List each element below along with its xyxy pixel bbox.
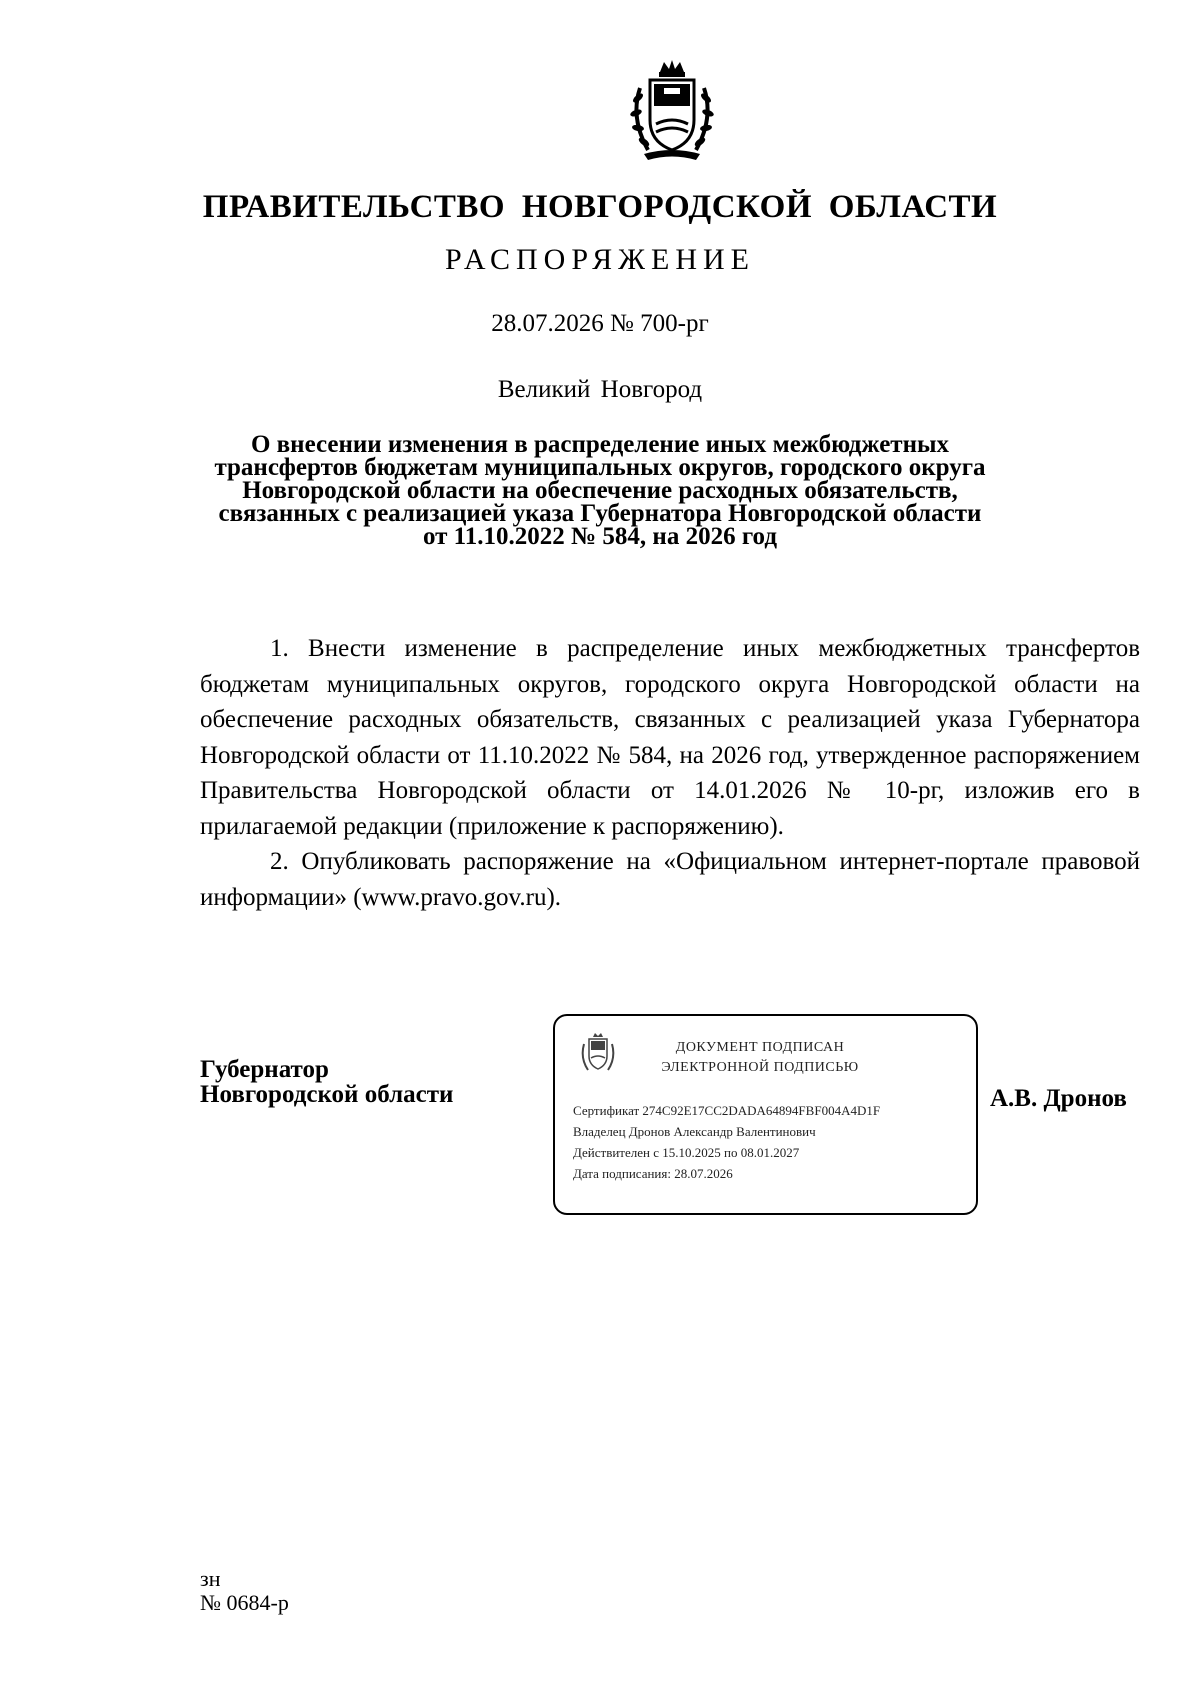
- document-body: [200, 631, 1140, 915]
- signer-title: [200, 1057, 453, 1107]
- stamp-details: [573, 1100, 880, 1184]
- certificate: Сертификат 274C92E17CC2DADA64894FBF004A4D1F: [573, 1103, 881, 1118]
- signer-title-line-2: Новгородской области: [200, 1081, 454, 1108]
- city: Великий Новгород: [497, 376, 703, 403]
- stamp-header-line-1: ДОКУМЕНТ ПОДПИСАН: [675, 1040, 845, 1055]
- document-type: РАСПОРЯЖЕНИЕ: [444, 243, 756, 276]
- document-number: 28.07.2026 № 700-рг: [491, 310, 709, 337]
- document-heading: [200, 433, 1000, 548]
- heading-line: О внесении изменения в распределение иных межбюджетных: [250, 431, 950, 458]
- signer-name: А.В. Дронов: [990, 1085, 1127, 1112]
- heading-line: от 11.10.2022 № 584, на 2026 год: [422, 523, 777, 550]
- stamp-header-line-2: ЭЛЕКТРОННОЙ ПОДПИСЬЮ: [661, 1060, 859, 1075]
- coat-of-arms-icon: [626, 58, 718, 162]
- heading-line: трансфертов бюджетам муниципальных округов, городского округа: [214, 454, 986, 481]
- heading-line: связанных с реализацией указа Губернатора Новгородской области: [218, 500, 982, 527]
- heading-line: Новгородской области на обеспечение расходных обязательств,: [242, 477, 958, 504]
- coat-of-arms-icon: [579, 1032, 617, 1074]
- electronic-signature-stamp: [553, 1014, 978, 1215]
- signing-date: Дата подписания: 28.07.2026: [573, 1166, 733, 1181]
- footer: [200, 1567, 289, 1615]
- paragraph-1: 1. Внести изменение в распределение иных межбюджетных трансфертов бюджетам муниципальных округов, городского округа Новгородской области на обеспечение расходных обязательств, связанных с реализацией указа Губернатора Новгородской области от 11.10.2022 № 584, на 2026 год, утвержденное распоряжением Правительства Новгородской области от 14.01.2026 № 10-рг, изложив его в прилагаемой редакции (приложение к распоряжению).: [200, 635, 1140, 840]
- government-title: ПРАВИТЕЛЬСТВО НОВГОРОДСКОЙ ОБЛАСТИ: [202, 189, 998, 225]
- certificate-validity: Действителен с 15.10.2025 по 08.01.2027: [573, 1145, 800, 1160]
- paragraph-2: 2. Опубликовать распоряжение на «Официальном интернет-портале правовой информации» (www.pravo.gov.ru).: [200, 848, 1140, 911]
- registration-number: № 0684-р: [200, 1590, 289, 1615]
- stamp-header: [635, 1038, 885, 1078]
- executor-initials: зн: [200, 1566, 221, 1591]
- certificate-owner: Владелец Дронов Александр Валентинович: [573, 1124, 816, 1139]
- signer-title-line-1: Губернатор: [200, 1056, 329, 1083]
